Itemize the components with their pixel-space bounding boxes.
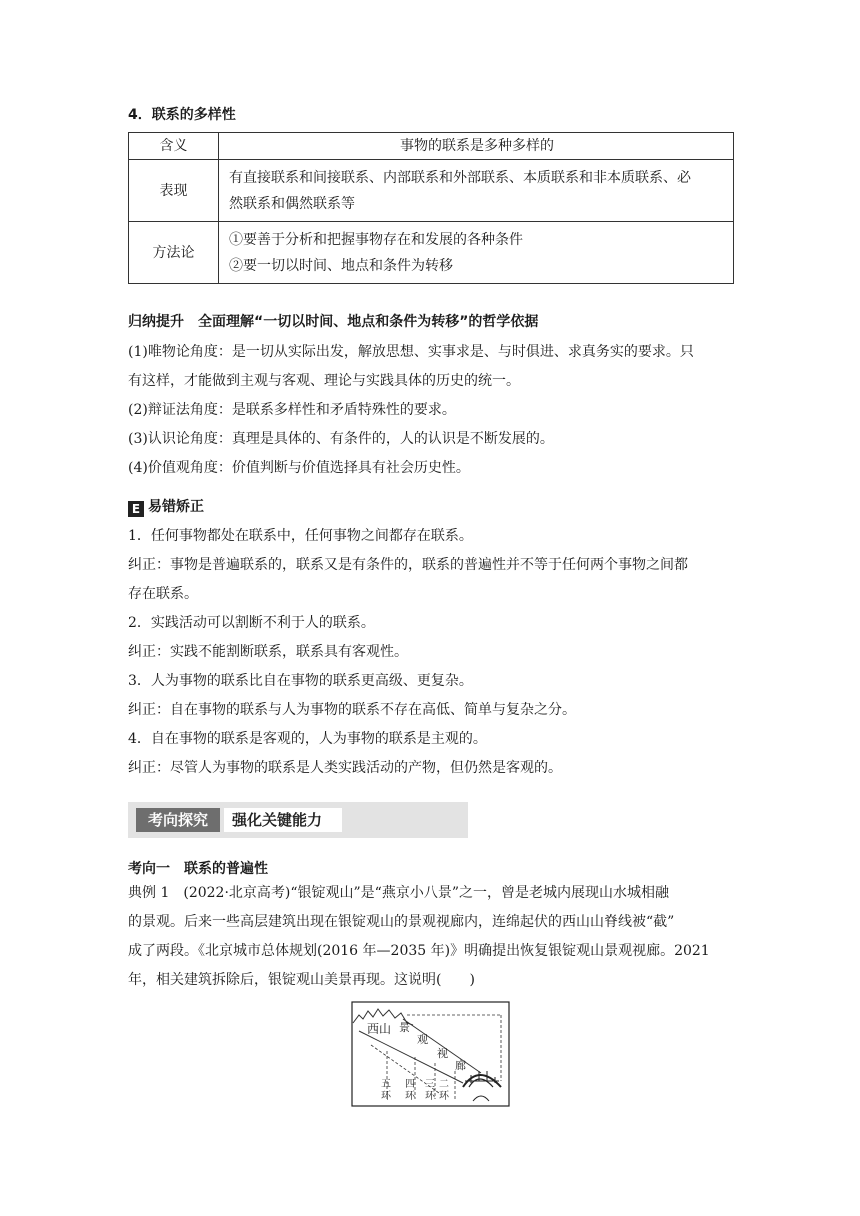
text-line: 有这样，才能做到主观与客观、理论与实践具体的历史的统一。 bbox=[128, 373, 520, 389]
label-jing: 景 bbox=[399, 1021, 410, 1034]
label-guan: 观 bbox=[417, 1033, 428, 1046]
ring-label: 环 bbox=[439, 1091, 449, 1102]
label-lang: 廊 bbox=[455, 1059, 466, 1072]
table-content-cell bbox=[219, 160, 734, 222]
cell-line: ②要一切以时间、地点和条件为转移 bbox=[229, 257, 453, 274]
ring-label: 环 bbox=[405, 1091, 415, 1102]
table-row bbox=[129, 133, 734, 160]
ring-label: 四 bbox=[405, 1079, 415, 1090]
section-heading: 4．联系的多样性 bbox=[128, 107, 236, 123]
errors-body bbox=[128, 522, 734, 783]
text-line: 典例 1 (2022·北京高考)“银锭观山”是“燕京小八景”之一，曾是老城内展现山水城相融 bbox=[128, 885, 669, 901]
banner-left: 考向探究 bbox=[136, 808, 220, 832]
text-line: 纠正：自在事物的联系与人为事物的联系不存在高低、简单与复杂之分。 bbox=[128, 702, 576, 718]
text-line: 2．实践活动可以割断不利于人的联系。 bbox=[128, 615, 375, 631]
label-xishan: 西山 bbox=[367, 1022, 392, 1036]
errors-heading-text: 易错矫正 bbox=[148, 499, 204, 515]
summary-body bbox=[128, 338, 734, 483]
text-line: 纠正：事物是普遍联系的，联系又是有条件的，联系的普遍性并不等于任何两个事物之间都 bbox=[128, 557, 688, 573]
text-line: (2)辩证法角度：是联系多样性和矛盾特殊性的要求。 bbox=[128, 402, 456, 418]
table-row bbox=[129, 222, 734, 284]
text-line: 3．人为事物的联系比自在事物的联系更高级、更复杂。 bbox=[128, 673, 473, 689]
cell-line: 然联系和偶然联系等 bbox=[229, 195, 355, 212]
table-content-cell: 事物的联系是多种多样的 bbox=[219, 133, 734, 160]
text-line: 的景观。后来一些高层建筑出现在银锭观山的景观视廊内，连绵起伏的西山山脊线被“截” bbox=[128, 914, 675, 930]
summary-heading: 归纳提升 全面理解“一切以时间、地点和条件为转移”的哲学依据 bbox=[128, 314, 539, 330]
table-content-cell bbox=[219, 222, 734, 284]
text-line: 1．任何事物都处在联系中，任何事物之间都存在联系。 bbox=[128, 528, 473, 544]
banner-right: 强化关键能力 bbox=[224, 808, 342, 832]
text-line: 存在联系。 bbox=[128, 586, 198, 602]
direction-heading: 考向一 联系的普遍性 bbox=[128, 861, 268, 877]
ring-label: 三 bbox=[425, 1079, 435, 1090]
text-line: 年，相关建筑拆除后，银锭观山美景再现。这说明( ) bbox=[128, 972, 475, 988]
e-badge-icon: E bbox=[128, 501, 144, 517]
text-line: (3)认识论角度：真理是具体的、有条件的，人的认识是不断发展的。 bbox=[128, 431, 554, 447]
text-line: 成了两段。《北京城市总体规划(2016 年—2035 年)》明确提出恢复银锭观山景观视廊。2021 bbox=[128, 943, 710, 959]
section-banner bbox=[128, 802, 468, 838]
text-line: 纠正：尽管人为事物的联系是人类实践活动的产物，但仍然是客观的。 bbox=[128, 760, 562, 776]
ring-label: 五 bbox=[381, 1079, 391, 1090]
text-line: (1)唯物论角度：是一切从实际出发，解放思想、实事求是、与时俱进、求真务实的要求。只 bbox=[128, 344, 694, 360]
cell-line: ①要善于分析和把握事物存在和发展的各种条件 bbox=[229, 231, 523, 248]
ring-label: 环 bbox=[381, 1091, 391, 1102]
text-line: 4．自在事物的联系是客观的，人为事物的联系是主观的。 bbox=[128, 731, 487, 747]
table-head-cell: 表现 bbox=[129, 160, 219, 222]
table-row bbox=[129, 160, 734, 222]
diversity-table bbox=[128, 132, 734, 284]
ring-label: 环 bbox=[425, 1091, 435, 1102]
example-body bbox=[128, 879, 734, 995]
text-line: (4)价值观角度：价值判断与价值选择具有社会历史性。 bbox=[128, 460, 470, 476]
ring-label: 二 bbox=[439, 1079, 449, 1090]
text-line: 纠正：实践不能割断联系，联系具有客观性。 bbox=[128, 644, 408, 660]
errors-heading bbox=[128, 496, 204, 517]
cell-line: 有直接联系和间接联系、内部联系和外部联系、本质联系和非本质联系、必 bbox=[229, 169, 691, 186]
viewing-corridor-figure bbox=[351, 1001, 511, 1108]
label-shi: 视 bbox=[437, 1047, 448, 1060]
table-head-cell: 含义 bbox=[129, 133, 219, 160]
table-head-cell: 方法论 bbox=[129, 222, 219, 284]
